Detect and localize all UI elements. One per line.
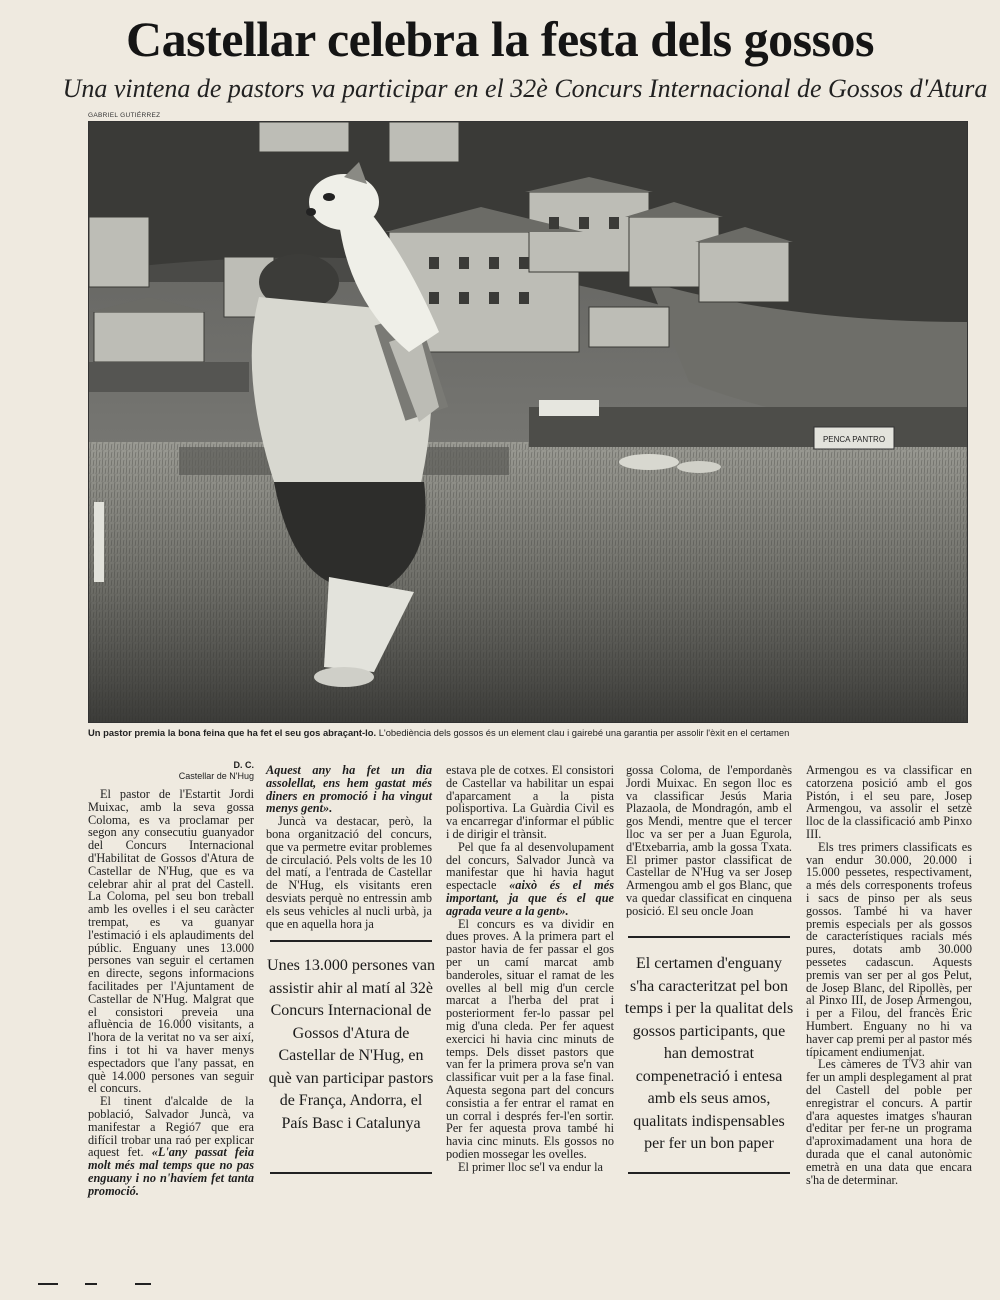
shepherd-dog-photo [89, 122, 967, 722]
page-mark [135, 1283, 151, 1285]
paragraph: Els tres primers classificats es van endur 30.000, 20.000 i 15.000 pessetes, respectivament, a més dels corresponents trofeus i sacs de pinso per als seus gossos. També hi va haver premis especials per als gossos de característiques racials més pures, dotats amb 30.000 pessetes cadascun. Aquests premis van ser per al gos Pelut, de Josep Blanc, del Ripollès, per al Pinxo III, de Josep Armengou, i per a Filou, del francès Eric Humbert. Enguany no hi va haver cap premi per al pastor més típicament endiumenjat. [806, 839, 972, 1059]
article-column-4 [626, 764, 792, 918]
pullquote-2: El certamen d'enguany s'ha caracteritzat pel bon temps i per la qualitat dels gossos participants, que han demostrat compenetració i entesa amb els seus amos, qualitats indispensables per fer un bon paper [624, 955, 794, 1152]
article-column-5 [806, 764, 972, 1186]
byline-author: D. C. [233, 760, 254, 770]
page-mark [85, 1283, 97, 1285]
paragraph-text: Pel que fa al desenvolupament del concurs, Salvador Juncà va manifestar que hi havia hagut espectacle [446, 839, 614, 893]
photo-caption [88, 727, 968, 739]
paragraph: estava ple de cotxes. El consistori de Castellar va habilitar un espai d'aparcament a la pista polisportiva. La Guàrdia Civil es va encarregar d'informar el públic i de dirigir el trànsit. [446, 763, 614, 841]
paragraph: Les càmeres de TV3 ahir van fer un ampli desplegament al prat del Castell del poble per enregistrar el concurs. A partir d'ara aquestes imatges s'hauran d'editar per fer-ne un programa d'aproximadament una hora de durada que el canal autonòmic emetrà en una data que encara s'ha de determinar. [806, 1057, 972, 1187]
article-photo [88, 121, 968, 723]
pullquote-rule-bottom [270, 1172, 432, 1174]
paragraph: El concurs es va dividir en dues proves. A la primera part el pastor havia de fer passar el gos per un camí marcat amb banderoles, situar el ramat de les ovelles al bell mig d'un cercle marcat a l'herba del prat i posteriorment fer-lo passar pel mig d'una cleda. Per fer aquest exercici hi havia cinc minuts de temps. Dels disset pastors que van fer la primera prova se'n van classificar vuit per a la fase final. Aquesta segona part del concurs consistia a fer entrar el ramat en un corral i després fer-l'en sortir. Per fer aquesta prova també hi havia cinc minuts. Els gossos no podien mossegar les ovelles. [446, 916, 614, 1161]
photo-credit: GABRIEL GUTIÉRREZ [88, 112, 161, 119]
paragraph: El primer lloc se'l va endur la [458, 1159, 603, 1174]
paragraph [88, 1095, 254, 1197]
banner-text: PENCA PANTRO [822, 435, 886, 444]
caption-rest: L'obediència dels gossos és un element clau i gairebé una garantia per assolir l'èxit en el certamen [376, 727, 790, 738]
quote-continued: Aquest any ha fet un dia assolellat, ens hem gastat més diners en promoció i ha vingut menys gent». [266, 763, 432, 816]
byline-place: Castellar de N'Hug [178, 771, 254, 781]
quote: «L'any passat feia molt més mal temps que no pas enguany i no n'havíem fet tanta promoció. [88, 1145, 254, 1198]
page-mark [38, 1283, 58, 1285]
paragraph-text: El tinent d'alcalde de la població, Salvador Juncà, va manifestar a Regió7 que era difícil trobar una raó per explicar aquest fet. [88, 1094, 254, 1160]
subheadline: Una vintena de pastors va participar en el 32è Concurs Internacional de Gossos d'Atura [62, 74, 988, 103]
quote: «això és el més important, ja que és el que agrada veure a la gent». [446, 878, 614, 918]
pullquote-rule-bottom [628, 1172, 790, 1174]
pullquote-1: Unes 13.000 persones van assistir ahir al matí al 32è Concurs Internacional de Gossos d'Atura de Castellar de N'Hug, en què van participar pastors de França, Andorra, el País Basc i Catalunya [267, 957, 435, 1132]
pullquote-rule-top [628, 936, 790, 938]
paragraph: El pastor de l'Estartit Jordi Muixac, amb la seva gossa Coloma, es va proclamar per segon any consecutiu guanyador del Concurs Internacional d'Habilitat de Gossos d'Atura de Castellar de N'Hug, que es va celebrar ahir al prat del Castell. La Coloma, pel seu bon treball amb les ovelles i el seu caràcter trempat, es va guanyar l'estimació i els aplaudiments del públic. Enguany unes 13.000 persones van seguir el certamen en directe, segons informacions facilitades per l'Ajuntament de Castellar de N'Hug. Malgrat que el consistori preveia una afluència de 16.000 visitants, a l'hora de la veritat no va ser així, fins i tot hi va haver menys espectadors que l'any passat, en què 14.000 persones van seguir el concurs. [88, 787, 254, 1096]
paragraph [446, 841, 614, 918]
pullquote-rule-top [270, 940, 432, 942]
byline [88, 760, 254, 782]
caption-lead: Un pastor premia la bona feina que ha fet el seu gos abraçant-lo. [88, 727, 377, 738]
article-column-3 [446, 764, 614, 1174]
paragraph: gossa Coloma, de l'empordanès Jordi Muixac. En segon lloc es va classificar Jesús Maria Plazaola, de Mondragón, amb el gos Mendi, mentre que el tercer lloc va ser per a Juan Egurola, d'Etxebarria, amb la gossa Txata. El primer pastor classificat de Castellar de N'Hug va ser Josep Armengou amb el gos Blanc, que va quedar classificat en cinquena posició. El seu oncle Joan [626, 763, 792, 918]
article-column-2 [266, 764, 432, 930]
paragraph: Juncà va destacar, però, la bona organització del concurs, que va permetre evitar problemes de circulació. Pels volts de les 10 del matí, a l'entrada de Castellar de N'Hug, els visitants eren desviats perquè no entressin amb els seus vehicles al nucli urbà, ja que en aquella hora ja [266, 814, 432, 931]
headline: Castellar celebra la festa dels gossos [125, 11, 875, 67]
paragraph: Armengou es va classificar en catorzena posició amb el gos Pistón, i el seu pare, Josep Armengou, va assolir el setzè lloc de la classificació amb Pinxo III. [806, 763, 972, 841]
article-column-1 [88, 760, 254, 1198]
